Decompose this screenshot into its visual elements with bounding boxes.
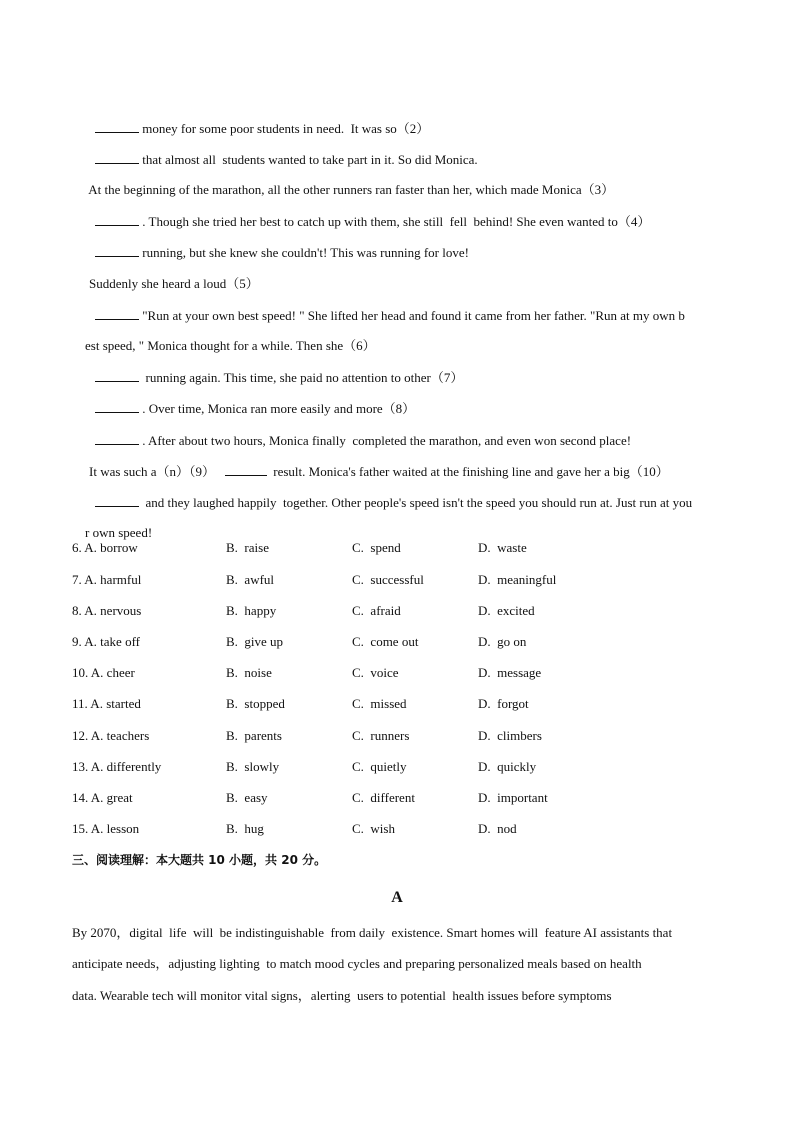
option-row <box>72 728 722 744</box>
reading-line: anticipate needs，adjusting lighting to match mood cycles and preparing personalized meals based on health <box>72 956 642 971</box>
section-heading: 三、阅读理解：本大题共 10 小题，共 20 分。 <box>72 853 327 867</box>
option-d[interactable]: D. excited <box>478 603 535 618</box>
option-c[interactable]: C. successful <box>352 572 424 587</box>
option-b[interactable]: B. raise <box>226 540 269 555</box>
passage-text: It was such a（n）（9） <box>89 464 225 479</box>
answer-blank[interactable] <box>95 494 139 507</box>
option-row <box>72 572 722 588</box>
passage-text: and they laughed happily together. Other people's speed isn't the speed you should run at. Just run at you <box>139 495 693 510</box>
answer-blank[interactable] <box>95 120 139 133</box>
option-c[interactable]: C. come out <box>352 634 419 649</box>
option-row <box>72 603 722 619</box>
option-b[interactable]: B. parents <box>226 728 282 743</box>
option-a[interactable]: 10. A. cheer <box>72 665 135 680</box>
option-d[interactable]: D. meaningful <box>478 572 557 587</box>
passage-text: that almost all students wanted to take part in it. So did Monica. <box>139 152 478 167</box>
part-title: A <box>391 889 403 906</box>
option-b[interactable]: B. happy <box>226 603 277 618</box>
option-d[interactable]: D. go on <box>478 634 527 649</box>
option-b[interactable]: B. slowly <box>226 759 280 774</box>
passage-text: money for some poor students in need. It was so（2） <box>139 121 430 136</box>
option-a[interactable]: 12. A. teachers <box>72 728 150 743</box>
option-b[interactable]: B. easy <box>226 790 268 805</box>
option-row <box>72 540 722 556</box>
option-b[interactable]: B. noise <box>226 665 272 680</box>
option-row <box>72 634 722 650</box>
option-d[interactable]: D. waste <box>478 540 527 555</box>
passage-text: running, but she knew she couldn't! This was running for love! <box>139 245 469 260</box>
answer-blank[interactable] <box>95 213 139 226</box>
option-a[interactable]: 6. A. borrow <box>72 540 138 555</box>
option-d[interactable]: D. forgot <box>478 696 529 711</box>
answer-blank[interactable] <box>225 463 267 476</box>
option-a[interactable]: 15. A. lesson <box>72 821 140 836</box>
passage-text: At the beginning of the marathon, all the other runners ran faster than her, which made Monica（3） <box>88 182 615 197</box>
option-b[interactable]: B. awful <box>226 572 275 587</box>
answer-blank[interactable] <box>95 432 139 445</box>
passage-text: . Though she tried her best to catch up with them, she still fell behind! She even wanted to（4） <box>139 214 651 229</box>
passage-text: . After about two hours, Monica finally completed the marathon, and even won second place! <box>139 433 632 448</box>
answer-blank[interactable] <box>95 151 139 164</box>
passage-text: r own speed! <box>85 525 153 540</box>
option-c[interactable]: C. wish <box>352 821 395 836</box>
option-d[interactable]: D. message <box>478 665 542 680</box>
option-c[interactable]: C. runners <box>352 728 410 743</box>
reading-line: data. Wearable tech will monitor vital signs，alerting users to potential health issues before symptoms <box>72 988 612 1003</box>
answer-blank[interactable] <box>95 244 139 257</box>
option-b[interactable]: B. give up <box>226 634 284 649</box>
option-a[interactable]: 13. A. differently <box>72 759 162 774</box>
option-a[interactable]: 8. A. nervous <box>72 603 142 618</box>
passage-text: running again. This time, she paid no attention to other（7） <box>139 370 464 385</box>
option-c[interactable]: C. different <box>352 790 415 805</box>
answer-blank[interactable] <box>95 400 139 413</box>
option-b[interactable]: B. hug <box>226 821 264 836</box>
option-c[interactable]: C. spend <box>352 540 401 555</box>
option-d[interactable]: D. important <box>478 790 548 805</box>
passage-text: "Run at your own best speed! " She lifted her head and found it came from her father. "Run at my own b <box>139 308 685 323</box>
option-c[interactable]: C. missed <box>352 696 407 711</box>
option-a[interactable]: 9. A. take off <box>72 634 140 649</box>
option-row <box>72 790 722 806</box>
passage-text: est speed, " Monica thought for a while. Then she（6） <box>85 338 376 353</box>
answer-blank[interactable] <box>95 307 139 320</box>
option-c[interactable]: C. afraid <box>352 603 401 618</box>
passage-text: . Over time, Monica ran more easily and more（8） <box>139 401 416 416</box>
option-d[interactable]: D. nod <box>478 821 517 836</box>
answer-blank[interactable] <box>95 369 139 382</box>
option-c[interactable]: C. voice <box>352 665 399 680</box>
option-a[interactable]: 11. A. started <box>72 696 141 711</box>
option-row <box>72 665 722 681</box>
option-row <box>72 821 722 837</box>
option-a[interactable]: 7. A. harmful <box>72 572 142 587</box>
option-row <box>72 759 722 775</box>
option-b[interactable]: B. stopped <box>226 696 285 711</box>
reading-line: By 2070，digital life will be indistinguishable from daily existence. Smart homes will feature AI assistants that <box>72 925 673 940</box>
option-c[interactable]: C. quietly <box>352 759 407 774</box>
passage-text: result. Monica's father waited at the finishing line and gave her a big（10） <box>266 464 669 479</box>
option-row <box>72 696 722 712</box>
passage-text: Suddenly she heard a loud（5） <box>89 276 259 291</box>
option-a[interactable]: 14. A. great <box>72 790 133 805</box>
option-d[interactable]: D. quickly <box>478 759 537 774</box>
option-d[interactable]: D. climbers <box>478 728 542 743</box>
